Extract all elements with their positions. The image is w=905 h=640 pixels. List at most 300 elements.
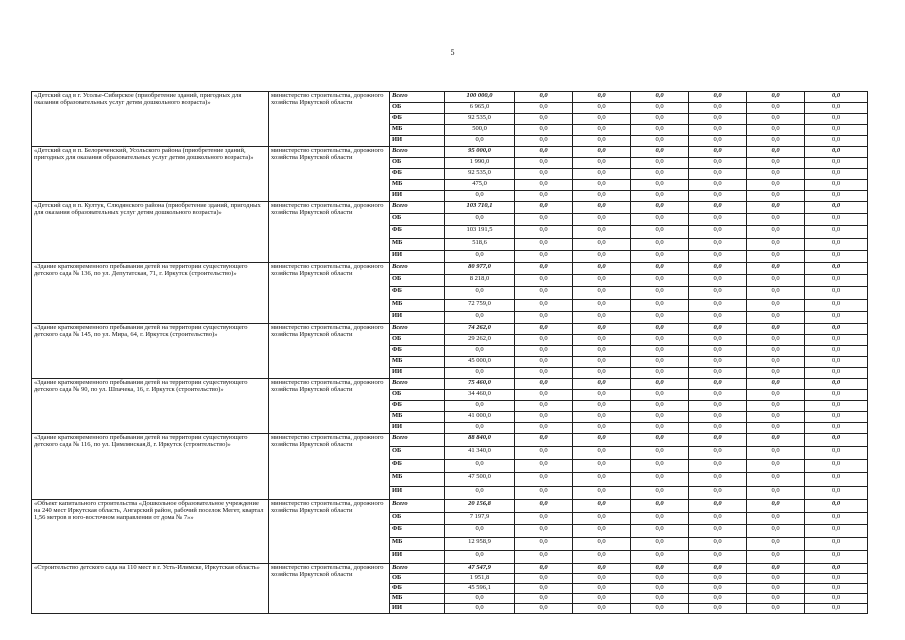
year-amount-cell: 0,0 bbox=[805, 202, 868, 214]
year-amount-cell: 0,0 bbox=[573, 125, 631, 136]
year-amount-cell: 0,0 bbox=[631, 551, 689, 564]
year-amount-cell: 0,0 bbox=[747, 538, 805, 551]
year-amount-cell: 0,0 bbox=[747, 411, 805, 422]
year-amount-cell: 0,0 bbox=[689, 400, 747, 411]
table-row-total bbox=[32, 323, 868, 334]
year-amount-cell: 0,0 bbox=[747, 147, 805, 158]
year-amount-cell: 0,0 bbox=[747, 214, 805, 226]
year-amount-cell: 0,0 bbox=[631, 114, 689, 125]
year-amount-cell: 0,0 bbox=[573, 411, 631, 422]
year-amount-cell: 0,0 bbox=[689, 573, 747, 583]
responsible-ministry: министерство строительства, дорожного хозяйства Иркутской области bbox=[269, 499, 390, 563]
year-amount-cell: 0,0 bbox=[515, 238, 573, 250]
year-amount-cell: 0,0 bbox=[805, 287, 868, 299]
year-amount-cell: 0,0 bbox=[573, 447, 631, 460]
responsible-ministry: министерство строительства, дорожного хозяйства Иркутской области bbox=[269, 563, 390, 613]
year-amount-cell: 0,0 bbox=[631, 356, 689, 367]
year-amount-cell: 0,0 bbox=[631, 226, 689, 238]
year-amount-cell: 0,0 bbox=[689, 367, 747, 378]
project-name: «Детский сад в г. Усолье-Сибирское (приобретение зданий, пригодных для оказания образовательных услуг детям дошкольного возраста)» bbox=[32, 92, 269, 147]
year-amount-cell: 0,0 bbox=[689, 460, 747, 473]
year-amount-cell: 0,0 bbox=[515, 180, 573, 191]
year-amount-cell: 0,0 bbox=[805, 460, 868, 473]
year-amount-cell: 0,0 bbox=[631, 202, 689, 214]
responsible-ministry: министерство строительства, дорожного хозяйства Иркутской области bbox=[269, 202, 390, 263]
project-name: «Детский сад в п. Белореченский, Усольского района (приобретение зданий, пригодных для оказания образовательных услуг детям дошкольного возраста)» bbox=[32, 147, 269, 202]
year-amount-cell: 0,0 bbox=[805, 238, 868, 250]
year-amount-cell: 0,0 bbox=[805, 486, 868, 499]
year-amount-cell: 0,0 bbox=[805, 103, 868, 114]
year-amount-cell: 0,0 bbox=[747, 275, 805, 287]
year-amount-cell: 0,0 bbox=[515, 311, 573, 323]
year-amount-cell: 0,0 bbox=[631, 214, 689, 226]
year-amount-cell: 0,0 bbox=[515, 563, 573, 573]
year-amount-cell: 0,0 bbox=[573, 538, 631, 551]
year-amount-cell: 0,0 bbox=[515, 551, 573, 564]
year-amount-cell: 0,0 bbox=[747, 356, 805, 367]
funding-source: ОБ bbox=[390, 389, 445, 400]
year-amount-cell: 0,0 bbox=[631, 323, 689, 334]
funding-source: Всего bbox=[390, 92, 445, 103]
year-amount-cell: 0,0 bbox=[689, 114, 747, 125]
funding-source: ИИ bbox=[390, 367, 445, 378]
year-amount-cell: 0,0 bbox=[689, 345, 747, 356]
year-amount-cell: 0,0 bbox=[689, 103, 747, 114]
year-amount-cell: 0,0 bbox=[689, 191, 747, 202]
table-row-total bbox=[32, 262, 868, 274]
table-row-total bbox=[32, 202, 868, 214]
year-amount-cell: 0,0 bbox=[805, 603, 868, 613]
year-amount-cell: 0,0 bbox=[747, 334, 805, 345]
year-amount-cell: 0,0 bbox=[747, 191, 805, 202]
year-amount-cell: 0,0 bbox=[689, 250, 747, 262]
year-amount-cell: 0,0 bbox=[689, 323, 747, 334]
year-amount-cell: 0,0 bbox=[747, 525, 805, 538]
year-amount-cell: 0,0 bbox=[689, 411, 747, 422]
funding-source: ИИ bbox=[390, 551, 445, 564]
amount-cell: 41 000,0 bbox=[445, 411, 515, 422]
year-amount-cell: 0,0 bbox=[515, 323, 573, 334]
year-amount-cell: 0,0 bbox=[747, 551, 805, 564]
year-amount-cell: 0,0 bbox=[515, 136, 573, 147]
year-amount-cell: 0,0 bbox=[689, 169, 747, 180]
amount-cell: 34 460,0 bbox=[445, 389, 515, 400]
year-amount-cell: 0,0 bbox=[805, 180, 868, 191]
amount-cell: 6 965,0 bbox=[445, 103, 515, 114]
year-amount-cell: 0,0 bbox=[747, 486, 805, 499]
year-amount-cell: 0,0 bbox=[689, 538, 747, 551]
year-amount-cell: 0,0 bbox=[747, 238, 805, 250]
year-amount-cell: 0,0 bbox=[573, 603, 631, 613]
amount-cell: 0,0 bbox=[445, 603, 515, 613]
funding-source: Всего bbox=[390, 378, 445, 389]
funding-source: Всего bbox=[390, 433, 445, 446]
year-amount-cell: 0,0 bbox=[573, 250, 631, 262]
amount-cell: 0,0 bbox=[445, 311, 515, 323]
year-amount-cell: 0,0 bbox=[573, 158, 631, 169]
funding-source: ИИ bbox=[390, 603, 445, 613]
year-amount-cell: 0,0 bbox=[515, 422, 573, 433]
funding-source: ИИ bbox=[390, 136, 445, 147]
year-amount-cell: 0,0 bbox=[805, 147, 868, 158]
responsible-ministry: министерство строительства, дорожного хозяйства Иркутской области bbox=[269, 433, 390, 499]
year-amount-cell: 0,0 bbox=[573, 275, 631, 287]
amount-cell: 7 197,9 bbox=[445, 512, 515, 525]
table-row-total bbox=[32, 92, 868, 103]
year-amount-cell: 0,0 bbox=[747, 593, 805, 603]
year-amount-cell: 0,0 bbox=[515, 499, 573, 512]
year-amount-cell: 0,0 bbox=[573, 299, 631, 311]
year-amount-cell: 0,0 bbox=[573, 169, 631, 180]
year-amount-cell: 0,0 bbox=[689, 583, 747, 593]
funding-source: ОБ bbox=[390, 158, 445, 169]
amount-cell: 72 759,0 bbox=[445, 299, 515, 311]
year-amount-cell: 0,0 bbox=[747, 563, 805, 573]
year-amount-cell: 0,0 bbox=[689, 422, 747, 433]
year-amount-cell: 0,0 bbox=[631, 103, 689, 114]
funding-source: ФБ bbox=[390, 460, 445, 473]
year-amount-cell: 0,0 bbox=[747, 136, 805, 147]
funding-source: ИИ bbox=[390, 191, 445, 202]
table-row-total bbox=[32, 378, 868, 389]
year-amount-cell: 0,0 bbox=[747, 180, 805, 191]
year-amount-cell: 0,0 bbox=[515, 103, 573, 114]
year-amount-cell: 0,0 bbox=[805, 447, 868, 460]
funding-source: ИИ bbox=[390, 422, 445, 433]
year-amount-cell: 0,0 bbox=[631, 460, 689, 473]
year-amount-cell: 0,0 bbox=[631, 433, 689, 446]
project-name: «Здание кратковременного пребывания детей на территории существующего детского сада № 116, по ул. Цимлянская,8, г. Иркутск (строительство)» bbox=[32, 433, 269, 499]
amount-cell: 0,0 bbox=[445, 367, 515, 378]
year-amount-cell: 0,0 bbox=[631, 250, 689, 262]
year-amount-cell: 0,0 bbox=[747, 389, 805, 400]
year-amount-cell: 0,0 bbox=[805, 214, 868, 226]
year-amount-cell: 0,0 bbox=[805, 512, 868, 525]
year-amount-cell: 0,0 bbox=[573, 103, 631, 114]
year-amount-cell: 0,0 bbox=[689, 136, 747, 147]
year-amount-cell: 0,0 bbox=[515, 125, 573, 136]
year-amount-cell: 0,0 bbox=[631, 125, 689, 136]
year-amount-cell: 0,0 bbox=[515, 202, 573, 214]
year-amount-cell: 0,0 bbox=[747, 103, 805, 114]
year-amount-cell: 0,0 bbox=[515, 593, 573, 603]
year-amount-cell: 0,0 bbox=[689, 262, 747, 274]
project-name: «Строительство детского сада на 110 мест в г. Усть-Илимске, Иркутская область» bbox=[32, 563, 269, 613]
year-amount-cell: 0,0 bbox=[573, 473, 631, 486]
year-amount-cell: 0,0 bbox=[689, 433, 747, 446]
amount-cell: 45 596,1 bbox=[445, 583, 515, 593]
year-amount-cell: 0,0 bbox=[515, 262, 573, 274]
year-amount-cell: 0,0 bbox=[747, 433, 805, 446]
year-amount-cell: 0,0 bbox=[805, 473, 868, 486]
year-amount-cell: 0,0 bbox=[515, 447, 573, 460]
year-amount-cell: 0,0 bbox=[805, 356, 868, 367]
year-amount-cell: 0,0 bbox=[573, 593, 631, 603]
project-name: «Здание кратковременного пребывания детей на территории существующего детского сада № 136, по ул. Депутатская, 71, г. Иркутск (строительство)» bbox=[32, 262, 269, 323]
year-amount-cell: 0,0 bbox=[805, 400, 868, 411]
year-amount-cell: 0,0 bbox=[805, 125, 868, 136]
year-amount-cell: 0,0 bbox=[747, 299, 805, 311]
year-amount-cell: 0,0 bbox=[515, 433, 573, 446]
year-amount-cell: 0,0 bbox=[515, 400, 573, 411]
year-amount-cell: 0,0 bbox=[515, 538, 573, 551]
amount-cell: 0,0 bbox=[445, 486, 515, 499]
funding-source: ОБ bbox=[390, 214, 445, 226]
year-amount-cell: 0,0 bbox=[515, 114, 573, 125]
funding-source: МБ bbox=[390, 180, 445, 191]
year-amount-cell: 0,0 bbox=[689, 334, 747, 345]
year-amount-cell: 0,0 bbox=[515, 226, 573, 238]
funding-source: Всего bbox=[390, 147, 445, 158]
year-amount-cell: 0,0 bbox=[515, 367, 573, 378]
year-amount-cell: 0,0 bbox=[573, 147, 631, 158]
year-amount-cell: 0,0 bbox=[515, 191, 573, 202]
year-amount-cell: 0,0 bbox=[805, 158, 868, 169]
year-amount-cell: 0,0 bbox=[515, 512, 573, 525]
year-amount-cell: 0,0 bbox=[689, 473, 747, 486]
year-amount-cell: 0,0 bbox=[689, 389, 747, 400]
project-name: «Детский сад в п. Култук, Слюдянского района (приобретение зданий, пригодных для оказания образовательных услуг детям дошкольного возраста)» bbox=[32, 202, 269, 263]
year-amount-cell: 0,0 bbox=[747, 250, 805, 262]
year-amount-cell: 0,0 bbox=[515, 356, 573, 367]
responsible-ministry: министерство строительства, дорожного хозяйства Иркутской области bbox=[269, 378, 390, 433]
year-amount-cell: 0,0 bbox=[689, 551, 747, 564]
year-amount-cell: 0,0 bbox=[573, 499, 631, 512]
year-amount-cell: 0,0 bbox=[689, 499, 747, 512]
year-amount-cell: 0,0 bbox=[805, 593, 868, 603]
amount-cell: 103 710,1 bbox=[445, 202, 515, 214]
year-amount-cell: 0,0 bbox=[631, 287, 689, 299]
year-amount-cell: 0,0 bbox=[747, 169, 805, 180]
funding-source: ФБ bbox=[390, 400, 445, 411]
year-amount-cell: 0,0 bbox=[631, 169, 689, 180]
year-amount-cell: 0,0 bbox=[747, 226, 805, 238]
amount-cell: 0,0 bbox=[445, 136, 515, 147]
amount-cell: 74 262,0 bbox=[445, 323, 515, 334]
funding-source: Всего bbox=[390, 323, 445, 334]
responsible-ministry: министерство строительства, дорожного хозяйства Иркутской области bbox=[269, 323, 390, 378]
funding-source: ФБ bbox=[390, 525, 445, 538]
amount-cell: 8 218,0 bbox=[445, 275, 515, 287]
year-amount-cell: 0,0 bbox=[747, 378, 805, 389]
responsible-ministry: министерство строительства, дорожного хозяйства Иркутской области bbox=[269, 147, 390, 202]
year-amount-cell: 0,0 bbox=[631, 92, 689, 103]
year-amount-cell: 0,0 bbox=[747, 125, 805, 136]
year-amount-cell: 0,0 bbox=[515, 603, 573, 613]
amount-cell: 0,0 bbox=[445, 214, 515, 226]
funding-source: МБ bbox=[390, 356, 445, 367]
funding-source: ОБ bbox=[390, 512, 445, 525]
funding-source: ИИ bbox=[390, 250, 445, 262]
year-amount-cell: 0,0 bbox=[573, 378, 631, 389]
year-amount-cell: 0,0 bbox=[631, 538, 689, 551]
funding-source: ОБ bbox=[390, 334, 445, 345]
funding-table bbox=[31, 91, 868, 614]
year-amount-cell: 0,0 bbox=[747, 573, 805, 583]
amount-cell: 47 547,9 bbox=[445, 563, 515, 573]
amount-cell: 500,0 bbox=[445, 125, 515, 136]
amount-cell: 41 340,0 bbox=[445, 447, 515, 460]
year-amount-cell: 0,0 bbox=[747, 512, 805, 525]
year-amount-cell: 0,0 bbox=[689, 147, 747, 158]
funding-source: ФБ bbox=[390, 169, 445, 180]
year-amount-cell: 0,0 bbox=[689, 311, 747, 323]
year-amount-cell: 0,0 bbox=[631, 262, 689, 274]
funding-source: МБ bbox=[390, 538, 445, 551]
year-amount-cell: 0,0 bbox=[573, 311, 631, 323]
year-amount-cell: 0,0 bbox=[573, 238, 631, 250]
amount-cell: 47 500,0 bbox=[445, 473, 515, 486]
year-amount-cell: 0,0 bbox=[573, 563, 631, 573]
year-amount-cell: 0,0 bbox=[805, 433, 868, 446]
funding-source: ФБ bbox=[390, 114, 445, 125]
year-amount-cell: 0,0 bbox=[747, 287, 805, 299]
year-amount-cell: 0,0 bbox=[747, 400, 805, 411]
year-amount-cell: 0,0 bbox=[573, 92, 631, 103]
year-amount-cell: 0,0 bbox=[515, 250, 573, 262]
year-amount-cell: 0,0 bbox=[631, 345, 689, 356]
year-amount-cell: 0,0 bbox=[573, 323, 631, 334]
amount-cell: 0,0 bbox=[445, 551, 515, 564]
amount-cell: 92 535,0 bbox=[445, 114, 515, 125]
year-amount-cell: 0,0 bbox=[805, 191, 868, 202]
funding-source: Всего bbox=[390, 262, 445, 274]
year-amount-cell: 0,0 bbox=[631, 238, 689, 250]
project-name: «Объект капитального строительства «Дошкольное образовательное учреждение на 240 мест Иркутская область, Ангарский район, рабочий поселок Мегет, квартал 1,56 метров в юго-восточном направлении от дома № 7»» bbox=[32, 499, 269, 563]
amount-cell: 0,0 bbox=[445, 345, 515, 356]
year-amount-cell: 0,0 bbox=[515, 378, 573, 389]
year-amount-cell: 0,0 bbox=[631, 447, 689, 460]
year-amount-cell: 0,0 bbox=[515, 147, 573, 158]
funding-source: ОБ bbox=[390, 275, 445, 287]
funding-source: ОБ bbox=[390, 103, 445, 114]
funding-source: МБ bbox=[390, 411, 445, 422]
year-amount-cell: 0,0 bbox=[747, 323, 805, 334]
year-amount-cell: 0,0 bbox=[573, 345, 631, 356]
year-amount-cell: 0,0 bbox=[805, 311, 868, 323]
funding-source: Всего bbox=[390, 202, 445, 214]
amount-cell: 103 191,5 bbox=[445, 226, 515, 238]
year-amount-cell: 0,0 bbox=[689, 447, 747, 460]
project-name: «Здание кратковременного пребывания детей на территории существующего детского сада № 145, по ул. Мира, 64, г. Иркутск (строительство)» bbox=[32, 323, 269, 378]
year-amount-cell: 0,0 bbox=[515, 158, 573, 169]
year-amount-cell: 0,0 bbox=[631, 512, 689, 525]
table-row-total bbox=[32, 147, 868, 158]
year-amount-cell: 0,0 bbox=[515, 275, 573, 287]
year-amount-cell: 0,0 bbox=[573, 287, 631, 299]
year-amount-cell: 0,0 bbox=[805, 411, 868, 422]
year-amount-cell: 0,0 bbox=[805, 389, 868, 400]
funding-source: ФБ bbox=[390, 226, 445, 238]
year-amount-cell: 0,0 bbox=[689, 512, 747, 525]
amount-cell: 20 156,8 bbox=[445, 499, 515, 512]
year-amount-cell: 0,0 bbox=[805, 538, 868, 551]
amount-cell: 0,0 bbox=[445, 460, 515, 473]
year-amount-cell: 0,0 bbox=[573, 525, 631, 538]
year-amount-cell: 0,0 bbox=[515, 486, 573, 499]
year-amount-cell: 0,0 bbox=[573, 191, 631, 202]
year-amount-cell: 0,0 bbox=[805, 299, 868, 311]
year-amount-cell: 0,0 bbox=[573, 583, 631, 593]
year-amount-cell: 0,0 bbox=[805, 551, 868, 564]
year-amount-cell: 0,0 bbox=[747, 202, 805, 214]
year-amount-cell: 0,0 bbox=[573, 551, 631, 564]
year-amount-cell: 0,0 bbox=[631, 593, 689, 603]
funding-source: ОБ bbox=[390, 447, 445, 460]
year-amount-cell: 0,0 bbox=[805, 275, 868, 287]
year-amount-cell: 0,0 bbox=[631, 499, 689, 512]
year-amount-cell: 0,0 bbox=[805, 499, 868, 512]
funding-source: ОБ bbox=[390, 573, 445, 583]
amount-cell: 45 000,0 bbox=[445, 356, 515, 367]
amount-cell: 1 990,0 bbox=[445, 158, 515, 169]
year-amount-cell: 0,0 bbox=[573, 400, 631, 411]
year-amount-cell: 0,0 bbox=[689, 525, 747, 538]
table-row-total bbox=[32, 563, 868, 573]
year-amount-cell: 0,0 bbox=[747, 262, 805, 274]
year-amount-cell: 0,0 bbox=[573, 180, 631, 191]
year-amount-cell: 0,0 bbox=[573, 512, 631, 525]
amount-cell: 1 951,8 bbox=[445, 573, 515, 583]
year-amount-cell: 0,0 bbox=[515, 92, 573, 103]
year-amount-cell: 0,0 bbox=[689, 486, 747, 499]
amount-cell: 0,0 bbox=[445, 287, 515, 299]
year-amount-cell: 0,0 bbox=[631, 334, 689, 345]
year-amount-cell: 0,0 bbox=[515, 411, 573, 422]
year-amount-cell: 0,0 bbox=[747, 311, 805, 323]
amount-cell: 475,0 bbox=[445, 180, 515, 191]
year-amount-cell: 0,0 bbox=[631, 411, 689, 422]
year-amount-cell: 0,0 bbox=[747, 499, 805, 512]
year-amount-cell: 0,0 bbox=[747, 158, 805, 169]
year-amount-cell: 0,0 bbox=[747, 583, 805, 593]
table-body bbox=[32, 92, 868, 614]
funding-source: ИИ bbox=[390, 311, 445, 323]
year-amount-cell: 0,0 bbox=[515, 169, 573, 180]
year-amount-cell: 0,0 bbox=[689, 275, 747, 287]
year-amount-cell: 0,0 bbox=[515, 214, 573, 226]
funding-source: МБ bbox=[390, 299, 445, 311]
year-amount-cell: 0,0 bbox=[515, 299, 573, 311]
year-amount-cell: 0,0 bbox=[631, 378, 689, 389]
funding-source: ФБ bbox=[390, 345, 445, 356]
page-number: 5 bbox=[450, 48, 455, 57]
year-amount-cell: 0,0 bbox=[631, 180, 689, 191]
year-amount-cell: 0,0 bbox=[747, 422, 805, 433]
year-amount-cell: 0,0 bbox=[689, 299, 747, 311]
amount-cell: 29 262,0 bbox=[445, 334, 515, 345]
amount-cell: 12 958,9 bbox=[445, 538, 515, 551]
year-amount-cell: 0,0 bbox=[573, 202, 631, 214]
year-amount-cell: 0,0 bbox=[805, 114, 868, 125]
year-amount-cell: 0,0 bbox=[747, 114, 805, 125]
year-amount-cell: 0,0 bbox=[631, 136, 689, 147]
year-amount-cell: 0,0 bbox=[631, 158, 689, 169]
year-amount-cell: 0,0 bbox=[515, 287, 573, 299]
year-amount-cell: 0,0 bbox=[631, 525, 689, 538]
year-amount-cell: 0,0 bbox=[631, 311, 689, 323]
amount-cell: 0,0 bbox=[445, 250, 515, 262]
year-amount-cell: 0,0 bbox=[631, 367, 689, 378]
year-amount-cell: 0,0 bbox=[573, 460, 631, 473]
year-amount-cell: 0,0 bbox=[689, 238, 747, 250]
year-amount-cell: 0,0 bbox=[689, 563, 747, 573]
year-amount-cell: 0,0 bbox=[689, 378, 747, 389]
year-amount-cell: 0,0 bbox=[573, 433, 631, 446]
funding-source: МБ bbox=[390, 125, 445, 136]
funding-source: МБ bbox=[390, 473, 445, 486]
amount-cell: 75 460,0 bbox=[445, 378, 515, 389]
